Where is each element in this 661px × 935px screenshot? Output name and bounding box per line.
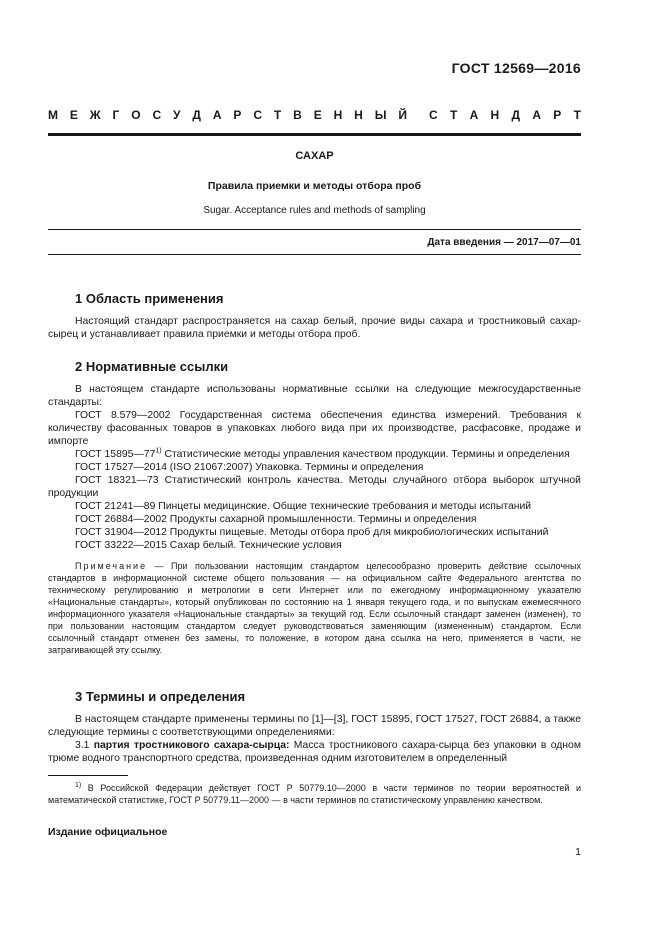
banner-letter: Н: [333, 108, 343, 122]
reference-item: ГОСТ 26884—2002 Продукты сахарной промышленности. Термины и определения: [75, 514, 477, 525]
reference-item: ГОСТ 15895—77$^{1)}$ Статистические методы управления качеством продукции. Термины и определения: [75, 447, 570, 460]
banner-letter: Ы: [374, 108, 387, 122]
banner-letter: Г: [112, 108, 120, 122]
section-2-intro: В настоящем стандарте использованы нормативные ссылки на следующие межгосударственные стандарты:: [48, 384, 581, 408]
banner-letter: А: [469, 108, 479, 122]
english-title: Sugar. Acceptance rules and methods of sampling: [203, 205, 426, 216]
page-number: 1: [575, 846, 581, 858]
document-subtitle: Правила приемки и методы отбора проб: [207, 180, 422, 192]
standard-code: ГОСТ 12569—2016: [451, 60, 581, 76]
term-name: партия тростникового сахара-сырца:: [93, 740, 290, 751]
official-edition-label: Издание официальное: [48, 826, 168, 838]
banner-letter: У: [173, 108, 181, 122]
banner-letter: С: [429, 108, 438, 122]
banner-letter: О: [131, 108, 141, 122]
section-3-intro: В настоящем стандарте применены термины по [1]—[3], ГОСТ 15895, ГОСТ 17527, ГОСТ 26884, а также следующие термины с соответствующими определениями:: [48, 714, 581, 738]
term-definition: 3.1 партия тростникового сахара-сырца: Масса тростникового сахара-сырца без упаковки в одном трюме водного транспортного средства, произведенная одним изготовителем в определенный: [48, 740, 581, 764]
banner-rule: [48, 133, 581, 136]
banner-letter: С: [152, 108, 162, 122]
banner-letter: Т: [273, 108, 282, 122]
banner-interstate-standard: [48, 108, 581, 122]
banner-letter: Т: [573, 108, 581, 122]
reference-item: ГОСТ 17527—2014 (ISO 21067:2007) Упаковка. Термины и определения: [75, 462, 424, 473]
banner-letter: А: [212, 108, 222, 122]
section-3-heading: 3 Термины и определения: [75, 689, 246, 704]
note-text: — При пользовании настоящим стандартом целесообразно проверить действие ссылочных стандартов в информационной системе общего пользования — на официальном сайте Федерального агентства по техническому регулированию и метрологии в сети Интернет или по ежегодному информационному указателю «Национальные стандарты», который опубликован по состоянию на 1 января текущего года, и по выпускам ежемесячного информационного указателя «Национальные стандарты» за текущий год. Если ссылочный стандарт заменен (изменен), то при пользовании настоящим стандартом следует руководствоваться заменяющим (измененным) стандартом. Если ссылочный стандарт отменен без замены, то положение, в котором дана ссылка на него, применяется в части, не затрагивающей эту ссылку.: [48, 561, 581, 655]
banner-letter: Т: [449, 108, 458, 122]
section-1-text: Настоящий стандарт распространяется на сахар белый, прочие виды сахара и тростниковый сахар-сырец и устанавливает правила приемки и методы отбора проб.: [48, 316, 581, 340]
footnote-marker: 1): [155, 447, 162, 455]
footnote-rule: [48, 775, 128, 776]
banner-letter: В: [293, 108, 302, 122]
footnote-text: В Российской Федерации действует ГОСТ Р 50779.10—2000 в части терминов по теории вероятностей и математической статистике, ГОСТ Р 50779.11—2000 — в части терминов по статистическому управлению качеством.: [48, 783, 581, 805]
note-label: Примечание: [75, 561, 148, 571]
reference-item: ГОСТ 21241—89 Пинцеты медицинские. Общие технические требования и методы испытаний: [75, 501, 532, 512]
banner-word-interstate: [48, 108, 407, 122]
document-title: САХАР: [295, 150, 334, 162]
banner-letter: А: [532, 108, 541, 122]
note: [48, 560, 581, 656]
section-3: [48, 690, 581, 765]
banner-letter: Д: [192, 108, 201, 122]
banner-letter: Ж: [89, 108, 101, 122]
banner-letter: М: [48, 108, 58, 122]
reference-item: ГОСТ 33222—2015 Сахар белый. Технические условия: [75, 540, 342, 551]
footnote-mark: 1): [75, 782, 82, 789]
banner-letter: Й: [398, 108, 407, 122]
date-rule: [48, 254, 581, 255]
banner-letter: Р: [553, 108, 562, 122]
banner-letter: С: [253, 108, 262, 122]
banner-word-standard: [429, 108, 581, 122]
reference-item: ГОСТ 8.579—2002 Государственная система обеспечения единства измерений. Требования к количеству фасованных товаров в упаковках любого вида при их производстве, расфасовке, продаже и импорте: [48, 410, 581, 447]
banner-letter: Е: [69, 108, 78, 122]
section-2: [48, 360, 581, 656]
reference-item: ГОСТ 18321—73 Статистический контроль качества. Методы случайного отбора выборок штучной продукции: [48, 475, 581, 499]
reference-item: ГОСТ 31904—2012 Продукты пищевые. Методы отбора проб для микробиологических испытаний: [75, 527, 549, 538]
footnote: [48, 782, 581, 806]
section-1-heading: 1 Область применения: [75, 291, 224, 306]
title-rule: [48, 229, 581, 230]
banner-letter: Д: [511, 108, 521, 122]
banner-letter: Р: [233, 108, 242, 122]
section-2-heading: 2 Нормативные ссылки: [75, 359, 229, 374]
banner-letter: Н: [354, 108, 363, 122]
banner-letter: Н: [490, 108, 500, 122]
banner-letter: Е: [313, 108, 322, 122]
introduction-date: Дата введения — 2017—07—01: [427, 237, 581, 248]
section-1: [48, 292, 581, 341]
